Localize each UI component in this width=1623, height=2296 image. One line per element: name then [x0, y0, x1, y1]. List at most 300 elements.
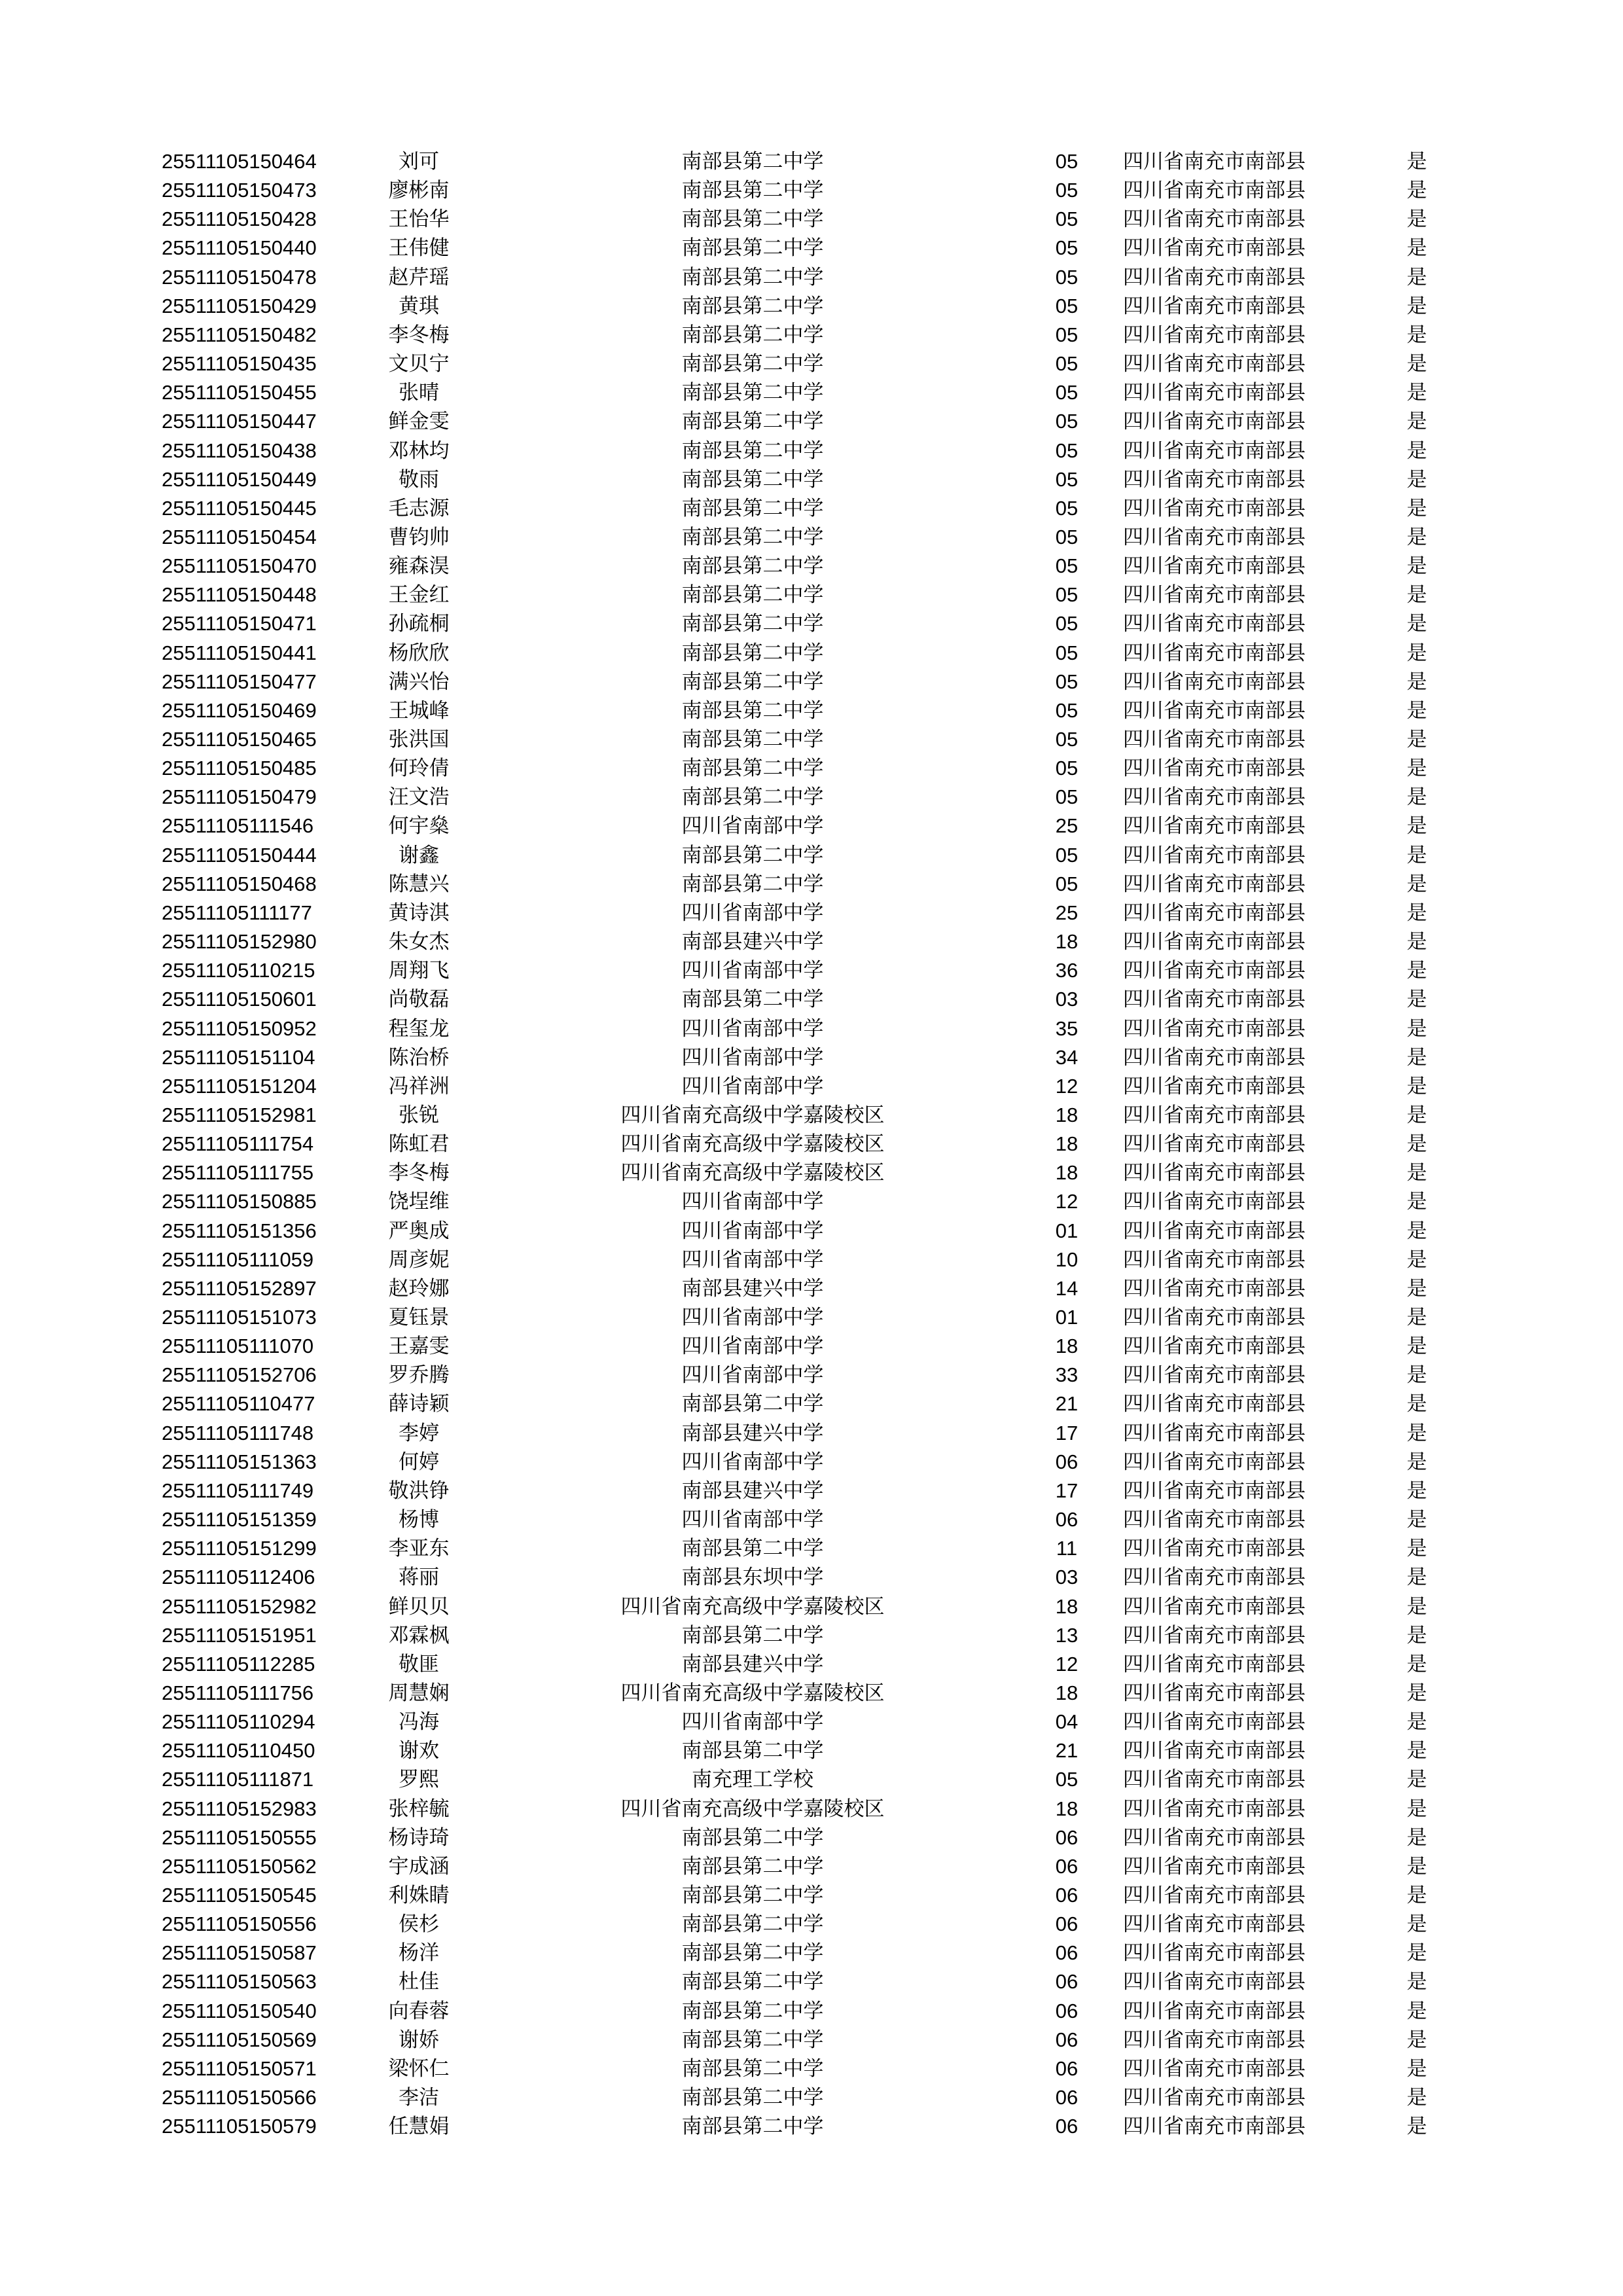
code-cell: 05	[1055, 150, 1079, 173]
student-name-cell: 李亚东	[388, 1537, 450, 1561]
school-name-cell: 四川省南部中学	[681, 1363, 824, 1388]
student-name-cell: 杜佳	[399, 1970, 439, 1994]
code-cell: 18	[1055, 1161, 1079, 1185]
student-id-cell: 25511105111749	[162, 1479, 314, 1502]
table-row	[0, 1187, 1623, 1216]
region-cell: 四川省南充市南部县	[1123, 1537, 1306, 1561]
region-cell: 四川省南充市南部县	[1123, 872, 1306, 896]
school-name-cell: 南部县第二中学	[681, 2028, 824, 2052]
code-cell: 18	[1055, 1335, 1079, 1358]
student-name-cell: 向春蓉	[388, 1999, 450, 2023]
flag-cell: 是	[1406, 583, 1427, 607]
code-cell: 06	[1055, 2028, 1079, 2051]
flag-cell: 是	[1406, 1421, 1427, 1445]
school-name-cell: 南部县第二中学	[681, 207, 824, 232]
table-row	[0, 1361, 1623, 1390]
flag-cell: 是	[1406, 1306, 1427, 1329]
school-name-cell: 南部县第二中学	[681, 467, 824, 492]
student-id-cell: 25511105110215	[162, 959, 315, 982]
code-cell: 05	[1055, 670, 1079, 693]
region-cell: 四川省南充市南部县	[1123, 1623, 1306, 1647]
student-name-cell: 何婷	[399, 1450, 439, 1474]
student-name-cell: 陈治桥	[388, 1045, 450, 1069]
school-name-cell: 南部县第二中学	[681, 1854, 824, 1878]
table-row	[0, 552, 1623, 581]
flag-cell: 是	[1406, 207, 1427, 232]
school-name-cell: 南部县第二中学	[681, 554, 824, 579]
student-name-cell: 满兴怡	[388, 670, 450, 694]
region-cell: 四川省南充市南部县	[1123, 2028, 1306, 2052]
student-id-cell: 25511105152983	[162, 1797, 317, 1820]
student-id-cell: 25511105150952	[162, 1016, 317, 1040]
student-id-cell: 25511105150448	[162, 583, 317, 607]
school-name-cell: 四川省南充高级中学嘉陵校区	[620, 1681, 885, 1705]
school-name-cell: 南部县第二中学	[681, 728, 824, 751]
student-id-cell: 25511105151359	[162, 1508, 317, 1531]
table-row	[0, 1997, 1623, 2026]
table-row	[0, 870, 1623, 899]
school-name-cell: 南部县第二中学	[681, 439, 824, 463]
student-name-cell: 雍森淏	[388, 554, 450, 579]
code-cell: 12	[1055, 1190, 1079, 1213]
flag-cell: 是	[1406, 2115, 1427, 2139]
school-name-cell: 四川省南充高级中学嘉陵校区	[620, 1132, 885, 1157]
school-name-cell: 南部县第二中学	[681, 381, 824, 405]
school-name-cell: 南部县第二中学	[681, 988, 824, 1012]
student-id-cell: 25511105112406	[162, 1566, 315, 1589]
code-cell: 06	[1055, 1508, 1079, 1531]
table-row	[0, 581, 1623, 609]
student-name-cell: 张洪国	[388, 728, 450, 751]
student-name-cell: 程玺龙	[388, 1016, 450, 1041]
student-name-cell: 朱女杰	[388, 930, 450, 954]
school-name-cell: 四川省南部中学	[681, 1074, 824, 1098]
flag-cell: 是	[1406, 1016, 1427, 1041]
flag-cell: 是	[1406, 525, 1427, 549]
code-cell: 25	[1055, 901, 1079, 924]
table-row	[0, 1101, 1623, 1130]
region-cell: 四川省南充市南部县	[1123, 352, 1306, 376]
flag-cell: 是	[1406, 1508, 1427, 1532]
flag-cell: 是	[1406, 1103, 1427, 1127]
student-id-cell: 25511105150885	[162, 1190, 317, 1213]
student-name-cell: 黄诗淇	[388, 901, 450, 925]
flag-cell: 是	[1406, 1074, 1427, 1098]
region-cell: 四川省南充市南部县	[1123, 785, 1306, 810]
school-name-cell: 四川省南部中学	[681, 1016, 824, 1041]
school-name-cell: 南部县第二中学	[681, 1970, 824, 1994]
code-cell: 04	[1055, 1710, 1079, 1734]
student-id-cell: 25511105150545	[162, 1884, 317, 1907]
code-cell: 05	[1055, 265, 1079, 289]
region-cell: 四川省南充市南部县	[1123, 1103, 1306, 1127]
code-cell: 05	[1055, 583, 1079, 607]
student-name-cell: 王怡华	[388, 207, 450, 232]
school-name-cell: 南部县第二中学	[681, 2115, 824, 2139]
code-cell: 05	[1055, 179, 1079, 202]
table-row	[0, 1477, 1623, 1505]
student-id-cell: 25511105150454	[162, 525, 317, 548]
student-id-cell: 25511105152982	[162, 1594, 317, 1618]
student-id-cell: 25511105150441	[162, 641, 317, 664]
student-name-cell: 蒋丽	[399, 1566, 439, 1590]
school-name-cell: 南部县第二中学	[681, 1941, 824, 1965]
flag-cell: 是	[1406, 1884, 1427, 1907]
flag-cell: 是	[1406, 814, 1427, 838]
table-row	[0, 176, 1623, 205]
region-cell: 四川省南充市南部县	[1123, 1450, 1306, 1474]
code-cell: 05	[1055, 525, 1079, 548]
flag-cell: 是	[1406, 930, 1427, 954]
region-cell: 四川省南充市南部县	[1123, 1566, 1306, 1590]
student-name-cell: 王嘉雯	[388, 1335, 450, 1359]
region-cell: 四川省南充市南部县	[1123, 381, 1306, 405]
table-row	[0, 437, 1623, 465]
region-cell: 四川省南充市南部县	[1123, 1710, 1306, 1734]
flag-cell: 是	[1406, 843, 1427, 867]
table-row	[0, 1158, 1623, 1187]
region-cell: 四川省南充市南部县	[1123, 698, 1306, 723]
student-id-cell: 25511105150555	[162, 1825, 317, 1849]
flag-cell: 是	[1406, 1970, 1427, 1994]
table-row	[0, 205, 1623, 234]
region-cell: 四川省南充市南部县	[1123, 728, 1306, 751]
code-cell: 03	[1055, 1566, 1079, 1589]
school-name-cell: 四川省南部中学	[681, 1190, 824, 1214]
table-row	[0, 2054, 1623, 2083]
school-name-cell: 南部县第二中学	[681, 294, 824, 318]
student-id-cell: 25511105150566	[162, 2086, 317, 2109]
flag-cell: 是	[1406, 1912, 1427, 1937]
table-row	[0, 956, 1623, 985]
student-id-cell: 25511105150465	[162, 728, 317, 751]
region-cell: 四川省南充市南部县	[1123, 1247, 1306, 1272]
code-cell: 35	[1055, 1016, 1079, 1040]
table-row	[0, 1043, 1623, 1072]
school-name-cell: 南部县第二中学	[681, 179, 824, 203]
table-row	[0, 609, 1623, 638]
flag-cell: 是	[1406, 2056, 1427, 2081]
student-name-cell: 罗熙	[399, 1768, 439, 1792]
code-cell: 05	[1055, 785, 1079, 809]
code-cell: 05	[1055, 496, 1079, 520]
table-row	[0, 1072, 1623, 1101]
student-id-cell: 25511105152706	[162, 1363, 317, 1387]
flag-cell: 是	[1406, 2086, 1427, 2109]
flag-cell: 是	[1406, 1161, 1427, 1185]
flag-cell: 是	[1406, 1335, 1427, 1359]
student-id-cell: 25511105152980	[162, 930, 317, 953]
region-cell: 四川省南充市南部县	[1123, 1421, 1306, 1445]
student-name-cell: 毛志源	[388, 496, 450, 520]
table-row	[0, 1881, 1623, 1910]
region-cell: 四川省南充市南部县	[1123, 1161, 1306, 1185]
code-cell: 05	[1055, 381, 1079, 404]
student-name-cell: 邓林均	[388, 439, 450, 463]
school-name-cell: 四川省南部中学	[681, 1710, 824, 1734]
table-row	[0, 2083, 1623, 2112]
school-name-cell: 四川省南部中学	[681, 1247, 824, 1272]
table-row	[0, 1795, 1623, 1823]
region-cell: 四川省南充市南部县	[1123, 1132, 1306, 1157]
student-name-cell: 杨洋	[399, 1941, 439, 1965]
student-name-cell: 杨博	[399, 1508, 439, 1532]
student-id-cell: 25511105152897	[162, 1276, 317, 1300]
student-name-cell: 陈慧兴	[388, 872, 450, 896]
table-row	[0, 1563, 1623, 1592]
region-cell: 四川省南充市南部县	[1123, 179, 1306, 203]
code-cell: 05	[1055, 467, 1079, 491]
flag-cell: 是	[1406, 1825, 1427, 1850]
table-row	[0, 1246, 1623, 1274]
student-name-cell: 夏钰景	[388, 1306, 450, 1329]
school-name-cell: 南部县第二中学	[681, 698, 824, 723]
region-cell: 四川省南充市南部县	[1123, 1219, 1306, 1243]
code-cell: 25	[1055, 814, 1079, 838]
region-cell: 四川省南充市南部县	[1123, 1739, 1306, 1763]
code-cell: 05	[1055, 323, 1079, 346]
flag-cell: 是	[1406, 1739, 1427, 1763]
student-name-cell: 刘可	[399, 150, 439, 173]
student-name-cell: 冯祥洲	[388, 1074, 450, 1098]
student-name-cell: 宇成涵	[388, 1854, 450, 1878]
school-name-cell: 南部县第二中学	[681, 1912, 824, 1937]
region-cell: 四川省南充市南部县	[1123, 150, 1306, 173]
school-name-cell: 南部县建兴中学	[681, 930, 824, 954]
student-name-cell: 赵玲娜	[388, 1276, 450, 1300]
region-cell: 四川省南充市南部县	[1123, 1884, 1306, 1907]
table-row	[0, 407, 1623, 436]
table-row	[0, 321, 1623, 350]
school-name-cell: 南部县第二中学	[681, 265, 824, 289]
school-name-cell: 南部县第二中学	[681, 583, 824, 607]
flag-cell: 是	[1406, 2028, 1427, 2052]
code-cell: 05	[1055, 872, 1079, 895]
student-name-cell: 李婷	[399, 1421, 439, 1445]
table-row	[0, 1679, 1623, 1708]
table-row	[0, 1419, 1623, 1448]
school-name-cell: 南部县第二中学	[681, 496, 824, 520]
student-name-cell: 王伟健	[388, 236, 450, 260]
school-name-cell: 四川省南部中学	[681, 1335, 824, 1359]
student-id-cell: 25511105150478	[162, 265, 317, 289]
school-name-cell: 南部县第二中学	[681, 1537, 824, 1561]
student-id-cell: 25511105150473	[162, 179, 317, 202]
school-name-cell: 南部县第二中学	[681, 410, 824, 434]
school-name-cell: 南充理工学校	[692, 1768, 813, 1792]
school-name-cell: 四川省南部中学	[681, 1045, 824, 1069]
region-cell: 四川省南充市南部县	[1123, 930, 1306, 954]
code-cell: 12	[1055, 1074, 1079, 1098]
school-name-cell: 四川省南部中学	[681, 1306, 824, 1329]
code-cell: 05	[1055, 352, 1079, 375]
flag-cell: 是	[1406, 1566, 1427, 1590]
code-cell: 13	[1055, 1623, 1079, 1647]
student-id-cell: 25511105111756	[162, 1681, 314, 1704]
school-name-cell: 四川省南充高级中学嘉陵校区	[620, 1797, 885, 1821]
code-cell: 11	[1056, 1537, 1078, 1560]
school-name-cell: 南部县第二中学	[681, 1739, 824, 1763]
student-id-cell: 25511105151363	[162, 1450, 317, 1473]
flag-cell: 是	[1406, 554, 1427, 579]
flag-cell: 是	[1406, 1219, 1427, 1243]
student-name-cell: 薛诗颖	[388, 1392, 450, 1416]
school-name-cell: 四川省南部中学	[681, 814, 824, 838]
flag-cell: 是	[1406, 1392, 1427, 1416]
flag-cell: 是	[1406, 612, 1427, 636]
flag-cell: 是	[1406, 1479, 1427, 1503]
school-name-cell: 南部县第二中学	[681, 785, 824, 810]
flag-cell: 是	[1406, 1276, 1427, 1300]
code-cell: 36	[1055, 959, 1079, 982]
region-cell: 四川省南充市南部县	[1123, 641, 1306, 665]
region-cell: 四川省南充市南部县	[1123, 2115, 1306, 2139]
school-name-cell: 南部县第二中学	[681, 670, 824, 694]
table-row	[0, 1736, 1623, 1765]
region-cell: 四川省南充市南部县	[1123, 1276, 1306, 1300]
region-cell: 四川省南充市南部县	[1123, 988, 1306, 1012]
student-id-cell: 25511105150469	[162, 698, 317, 722]
school-name-cell: 南部县第二中学	[681, 1825, 824, 1850]
student-id-cell: 25511105150428	[162, 207, 317, 231]
code-cell: 05	[1055, 554, 1079, 578]
student-id-cell: 25511105150587	[162, 1941, 317, 1965]
student-id-cell: 25511105150477	[162, 670, 317, 693]
student-name-cell: 李洁	[399, 2086, 439, 2109]
flag-cell: 是	[1406, 1768, 1427, 1792]
student-name-cell: 杨欣欣	[388, 641, 450, 665]
code-cell: 05	[1055, 207, 1079, 231]
school-name-cell: 南部县建兴中学	[681, 1421, 824, 1445]
code-cell: 18	[1055, 1681, 1079, 1704]
code-cell: 18	[1055, 1103, 1079, 1126]
code-cell: 06	[1055, 1854, 1079, 1878]
student-id-cell: 25511105110294	[162, 1710, 315, 1734]
flag-cell: 是	[1406, 496, 1427, 520]
code-cell: 21	[1055, 1739, 1079, 1763]
flag-cell: 是	[1406, 179, 1427, 203]
code-cell: 18	[1055, 1594, 1079, 1618]
school-name-cell: 四川省南充高级中学嘉陵校区	[620, 1103, 885, 1127]
school-name-cell: 四川省南部中学	[681, 901, 824, 925]
student-id-cell: 25511105150438	[162, 439, 317, 462]
student-id-cell: 25511105150562	[162, 1854, 317, 1878]
flag-cell: 是	[1406, 1190, 1427, 1214]
region-cell: 四川省南充市南部县	[1123, 265, 1306, 289]
student-name-cell: 李冬梅	[388, 1161, 450, 1185]
school-name-cell: 四川省南部中学	[681, 1508, 824, 1532]
school-name-cell: 南部县第二中学	[681, 323, 824, 347]
school-name-cell: 四川省南部中学	[681, 959, 824, 983]
student-id-cell: 25511105111871	[162, 1768, 314, 1791]
student-id-cell: 25511105110450	[162, 1739, 315, 1763]
region-cell: 四川省南充市南部县	[1123, 1681, 1306, 1705]
code-cell: 33	[1055, 1363, 1079, 1387]
code-cell: 05	[1055, 641, 1079, 664]
student-name-cell: 曹钧帅	[388, 525, 450, 549]
student-name-cell: 王城峰	[388, 698, 450, 723]
school-name-cell: 南部县第二中学	[681, 1623, 824, 1647]
region-cell: 四川省南充市南部县	[1123, 207, 1306, 232]
table-row	[0, 668, 1623, 696]
student-name-cell: 何宇燊	[388, 814, 450, 838]
student-name-cell: 汪文浩	[388, 785, 450, 810]
region-cell: 四川省南充市南部县	[1123, 323, 1306, 347]
flag-cell: 是	[1406, 265, 1427, 289]
code-cell: 21	[1055, 1392, 1079, 1416]
code-cell: 06	[1055, 1450, 1079, 1473]
table-row	[0, 812, 1623, 840]
table-row	[0, 1910, 1623, 1939]
school-name-cell: 南部县建兴中学	[681, 1652, 824, 1676]
student-name-cell: 何玲倩	[388, 757, 450, 781]
table-row	[0, 1592, 1623, 1621]
flag-cell: 是	[1406, 1623, 1427, 1647]
student-id-cell: 25511105150435	[162, 352, 317, 375]
region-cell: 四川省南充市南部县	[1123, 901, 1306, 925]
student-id-cell: 25511105150429	[162, 294, 317, 317]
student-name-cell: 谢娇	[399, 2028, 439, 2052]
student-name-cell: 敬雨	[399, 467, 439, 492]
school-name-cell: 南部县第二中学	[681, 1884, 824, 1907]
student-id-cell: 25511105151951	[162, 1623, 317, 1647]
table-row	[0, 1708, 1623, 1736]
school-name-cell: 南部县第二中学	[681, 641, 824, 665]
flag-cell: 是	[1406, 1710, 1427, 1734]
table-row	[0, 292, 1623, 321]
code-cell: 18	[1055, 930, 1079, 953]
flag-cell: 是	[1406, 1999, 1427, 2023]
student-id-cell: 25511105111059	[162, 1247, 314, 1271]
table-row	[0, 1332, 1623, 1361]
table-row	[0, 1852, 1623, 1881]
flag-cell: 是	[1406, 1450, 1427, 1474]
student-id-cell: 25511105151104	[162, 1045, 315, 1069]
school-name-cell: 南部县第二中学	[681, 352, 824, 376]
student-id-cell: 25511105150471	[162, 612, 317, 636]
table-row	[0, 1967, 1623, 1996]
flag-cell: 是	[1406, 1363, 1427, 1388]
student-id-cell: 25511105150540	[162, 1999, 317, 2022]
flag-cell: 是	[1406, 381, 1427, 405]
student-name-cell: 王金红	[388, 583, 450, 607]
table-row	[0, 147, 1623, 176]
student-id-cell: 25511105150479	[162, 785, 317, 809]
code-cell: 06	[1055, 1912, 1079, 1936]
table-row	[0, 754, 1623, 783]
student-id-cell: 25511105150464	[162, 150, 317, 173]
student-id-cell: 25511105151073	[162, 1306, 317, 1329]
code-cell: 01	[1055, 1219, 1079, 1242]
region-cell: 四川省南充市南部县	[1123, 1854, 1306, 1878]
school-name-cell: 南部县第二中学	[681, 1392, 824, 1416]
student-name-cell: 冯海	[399, 1710, 439, 1734]
region-cell: 四川省南充市南部县	[1123, 1768, 1306, 1792]
flag-cell: 是	[1406, 1941, 1427, 1965]
code-cell: 18	[1055, 1797, 1079, 1820]
student-id-cell: 25511105150445	[162, 496, 317, 520]
student-id-cell: 25511105150468	[162, 872, 317, 895]
region-cell: 四川省南充市南部县	[1123, 2086, 1306, 2109]
student-name-cell: 饶埕维	[388, 1190, 450, 1214]
student-name-cell: 周慧娴	[388, 1681, 450, 1705]
region-cell: 四川省南充市南部县	[1123, 583, 1306, 607]
student-name-cell: 利姝睛	[388, 1884, 450, 1907]
region-cell: 四川省南充市南部县	[1123, 1479, 1306, 1503]
school-name-cell: 南部县第二中学	[681, 872, 824, 896]
region-cell: 四川省南充市南部县	[1123, 670, 1306, 694]
region-cell: 四川省南充市南部县	[1123, 1594, 1306, 1619]
